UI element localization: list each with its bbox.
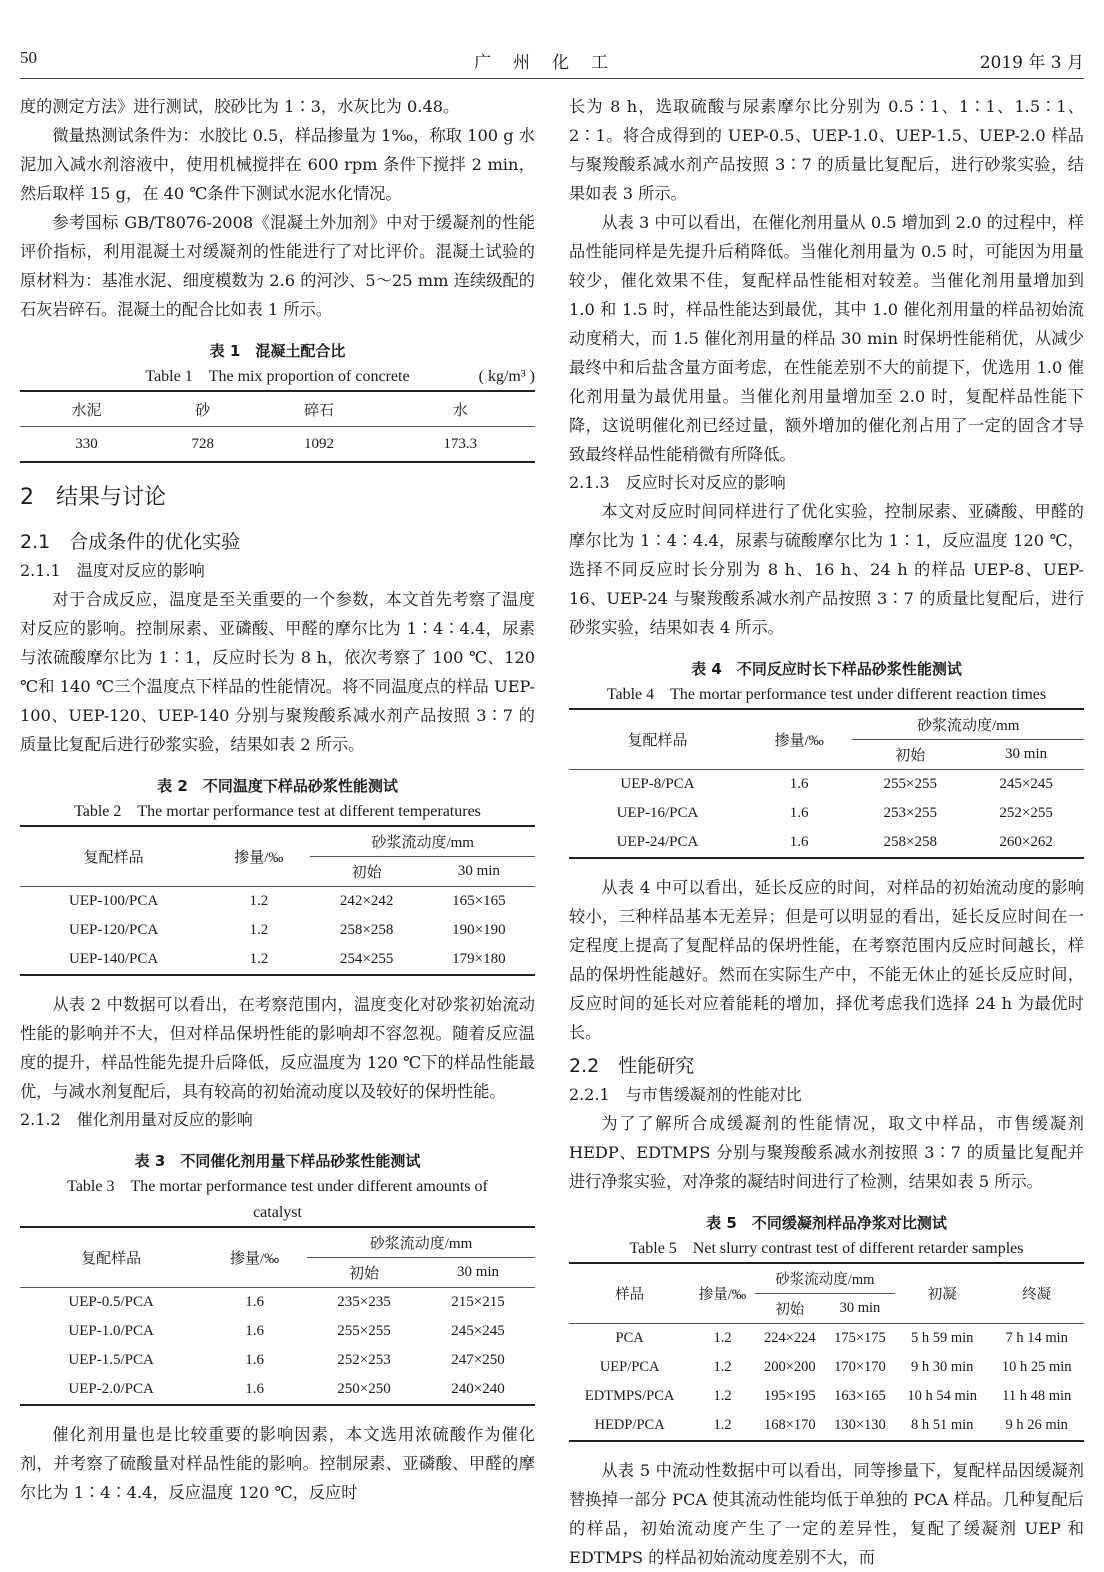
cell-initial-set: 8 h 51 min (910, 1417, 974, 1433)
cell-final-set: 10 h 25 min (1001, 1359, 1072, 1375)
cell-initial: 195×195 (763, 1388, 816, 1404)
cell-sample: HEDP/PCA (594, 1417, 665, 1433)
section-heading: 2 结果与讨论 (20, 485, 166, 510)
cell-sample: EDTMPS/PCA (584, 1388, 675, 1404)
mix-proportion-table (20, 390, 535, 463)
paragraph: 本文对反应时间同样进行了优化实验，控制尿素、亚磷酸、甲醛的摩尔比为 1∶4∶4.4，尿素与硫酸摩尔比为 1∶1，反应温度 120 ℃，选择不同反应时长分别为 8 h、16 h、24 h 的样品 UEP-8、UEP-16、UEP-24 与聚羧酸系减水剂产品按照 3∶7 的质量比复配后，进行砂浆实验，结果如表 4 所示。 (569, 502, 1084, 637)
column-header: 砂 (153, 391, 253, 427)
cell-min30: 240×240 (451, 1381, 505, 1397)
cell-initial: 224×224 (763, 1330, 816, 1346)
table-caption-cn: 表 5 不同缓凝剂样品净浆对比测试 (706, 1214, 947, 1232)
column-header: 30 min (825, 1294, 895, 1324)
right-column (569, 92, 1084, 1572)
table-caption-en: Table 2 The mortar performance test at different temperatures (74, 803, 481, 820)
cell-dosage: 1.2 (249, 922, 269, 938)
table-row (569, 799, 1084, 828)
column-header: 30 min (968, 740, 1084, 770)
cell: 728 (191, 435, 214, 452)
cell-sample: UEP-24/PCA (616, 834, 699, 850)
cell-dosage: 1.2 (713, 1417, 732, 1433)
table-caption-cn: 表 2 不同温度下样品砂浆性能测试 (157, 777, 398, 795)
table-1 (20, 338, 535, 463)
cell-initial: 254×255 (339, 951, 394, 967)
paragraph: 为了了解所合成缓凝剂的性能情况，取文中样品，市售缓凝剂 HEDP、EDTMPS 分别与聚羧酸系减水剂按照 3∶7 的质量比复配并进行净浆实验，对净浆的凝结时间进行了检测，结果如表 5 所示。 (569, 1114, 1084, 1191)
cell-final-set: 11 h 48 min (1002, 1388, 1072, 1404)
table-row (569, 770, 1084, 800)
table-row (569, 1324, 1084, 1354)
column-header: 掺量/‰ (690, 1263, 754, 1324)
cell-initial-set: 10 h 54 min (907, 1388, 978, 1404)
subsection-heading: 2.1 合成条件的优化实验 (20, 531, 241, 553)
table-caption-cn: 表 4 不同反应时长下样品砂浆性能测试 (691, 660, 962, 678)
cell-min30: 165×165 (452, 893, 506, 909)
cell-sample: UEP-140/PCA (69, 951, 159, 967)
column-group-header: 砂浆流动度/mm (307, 1227, 535, 1258)
table-row (569, 1353, 1084, 1382)
cell-dosage: 1.6 (789, 805, 809, 821)
cell-initial: 168×170 (763, 1417, 816, 1433)
table-unit: ( kg/m³ ) (478, 368, 535, 385)
column-group-header: 砂浆流动度/mm (755, 1263, 895, 1294)
cell-min30: 247×250 (451, 1352, 505, 1368)
cell-sample: UEP-0.5/PCA (68, 1294, 154, 1310)
cell-sample: UEP-1.0/PCA (68, 1323, 154, 1339)
cell-sample: UEP-16/PCA (616, 805, 699, 821)
column-header: 初始 (755, 1294, 825, 1324)
cell-dosage: 1.2 (249, 893, 269, 909)
subsubsection-heading: 2.2.1 与市售缓凝剂的性能对比 (569, 1085, 802, 1104)
table-row (20, 1346, 535, 1375)
cell-sample: UEP-100/PCA (69, 893, 159, 909)
paragraph: 催化剂用量也是比较重要的影响因素，本文选用浓硫酸作为催化剂，并考察了硫酸量对样品性能的影响。控制尿素、亚磷酸、甲醛的摩尔比为 1∶4∶4.4，反应温度 120 ℃，反应时 (20, 1425, 535, 1502)
cell-dosage: 1.6 (245, 1381, 264, 1397)
cell-dosage: 1.6 (245, 1294, 264, 1310)
cell: 330 (75, 435, 98, 452)
column-header: 复配样品 (20, 1227, 202, 1288)
page-number: 50 (20, 48, 37, 67)
cell-min30: 179×180 (452, 951, 506, 967)
cell-dosage: 1.6 (245, 1323, 264, 1339)
column-header: 初始 (310, 857, 422, 887)
column-header: 初始 (852, 740, 968, 770)
cell-dosage: 1.6 (789, 834, 809, 850)
paragraph: 长为 8 h，选取硫酸与尿素摩尔比分别为 0.5∶1、1∶1、1.5∶1、2∶1。将合成得到的 UEP-0.5、UEP-1.0、UEP-1.5、UEP-2.0 样品与聚羧酸系减水剂产品按照 3∶7 的质量比复配后，进行砂浆实验，结果如表 3 所示。 (569, 97, 1084, 203)
cell-initial: 200×200 (763, 1359, 816, 1375)
column-header: 碎石 (253, 391, 386, 427)
table-caption-en (20, 364, 535, 390)
column-header: 30 min (421, 1258, 535, 1288)
catalyst-table (20, 1226, 535, 1406)
cell-dosage: 1.2 (249, 951, 269, 967)
cell-initial: 252×253 (337, 1352, 391, 1368)
cell-dosage: 1.6 (245, 1352, 264, 1368)
subsubsection-heading: 2.1.3 反应时长对反应的影响 (569, 473, 786, 492)
subsubsection-heading: 2.1.1 温度对反应的影响 (20, 561, 205, 580)
column-header: 水泥 (20, 391, 153, 427)
subsection-heading: 2.2 性能研究 (569, 1055, 695, 1077)
table-row (20, 427, 535, 463)
temperature-table (20, 825, 535, 976)
table-caption-cn: 表 1 混凝土配合比 (209, 342, 346, 360)
cell-initial: 250×250 (337, 1381, 391, 1397)
table-caption-en: Table 5 Net slurry contrast test of different retarder samples (629, 1240, 1024, 1257)
cell-sample: PCA (615, 1330, 644, 1346)
cell-min30: 163×165 (834, 1388, 886, 1404)
issue-date: 2019 年 3 月 (979, 53, 1084, 73)
caption-en-text: Table 1 The mix proportion of concrete (145, 368, 410, 385)
column-group-header: 砂浆流动度/mm (310, 826, 535, 857)
column-header: 掺量/‰ (746, 709, 852, 770)
cell-min30: 245×245 (451, 1323, 505, 1339)
table-row (569, 1382, 1084, 1411)
reaction-time-table (569, 708, 1084, 859)
cell-min30: 175×175 (834, 1330, 886, 1346)
paragraph: 从表 2 中数据可以看出，在考察范围内，温度变化对砂浆初始流动性能的影响并不大，但对样品保坍性能的影响却不容忽视。随着反应温度的提升，样品性能先提升后降低，反应温度为 120 ℃下的样品性能最优，与减水剂复配后，具有较高的初始流动度以及较好的保坍性能。 (20, 995, 535, 1101)
table-row (569, 828, 1084, 858)
cell-initial: 258×258 (339, 922, 394, 938)
column-header: 掺量/‰ (202, 1227, 307, 1288)
table-row (20, 887, 535, 917)
cell: 1092 (304, 435, 335, 452)
column-group-header: 砂浆流动度/mm (852, 709, 1084, 740)
column-header: 30 min (423, 857, 535, 887)
column-header: 复配样品 (569, 709, 746, 770)
cell: 173.3 (443, 435, 478, 452)
cell-initial: 235×235 (337, 1294, 391, 1310)
paragraph: 微量热测试条件为：水胶比 0.5，样品掺量为 1‰，称取 100 g 水泥加入减水剂溶液中，使用机械搅拌在 600 rpm 条件下搅拌 2 min，然后取样 15 g，在 40 ℃条件下测试水泥水化情况。 (20, 126, 535, 203)
table-row (20, 1288, 535, 1318)
paragraph: 从表 4 中可以看出，延长反应的时间，对样品的初始流动度的影响较小，三种样品基本无差异；但是可以明显的看出，延长反应时间在一定程度上提高了复配样品的保坍性能，在考察范围内反应时间越长，样品的保坍性能越好。然而在实际生产中，不能无休止的延长反应时间，反应时间的延长对应着能耗的增加，择优考虑我们选择 24 h 为最优时长。 (569, 878, 1084, 1042)
cell-min30: 190×190 (452, 922, 506, 938)
cell-final-set: 9 h 26 min (1005, 1417, 1068, 1433)
column-header: 水 (385, 391, 535, 427)
table-4 (569, 656, 1084, 859)
cell-dosage: 1.2 (713, 1388, 732, 1404)
cell-min30: 130×130 (834, 1417, 886, 1433)
cell-initial: 255×255 (883, 776, 938, 792)
table-caption-en: Table 4 The mortar performance test under different reaction times (606, 686, 1047, 703)
page-header (20, 48, 1084, 79)
cell-initial-set: 5 h 59 min (910, 1330, 974, 1346)
cell-min30: 252×255 (999, 805, 1053, 821)
paragraph: 从表 5 中流动性数据中可以看出，同等掺量下，复配样品因缓凝剂替换掉一部分 PCA 使其流动性能均低于单独的 PCA 样品。几种复配后的样品，初始流动度产生了一定的差异性，复配了缓凝剂 UEP 和 EDTMPS 的样品初始流动度差别不大，而 (569, 1461, 1084, 1567)
subsubsection-heading: 2.1.2 催化剂用量对反应的影响 (20, 1110, 253, 1129)
paragraph: 度的测定方法》进行测试，胶砂比为 1∶3，水灰比为 0.48。 (20, 97, 460, 116)
cell-min30: 260×262 (999, 834, 1053, 850)
cell-sample: UEP-120/PCA (69, 922, 159, 938)
cell-initial: 258×258 (883, 834, 938, 850)
column-header: 掺量/‰ (207, 826, 310, 887)
cell-sample: UEP/PCA (599, 1359, 660, 1375)
cell-initial: 253×255 (883, 805, 938, 821)
table-caption-en: Table 3 The mortar performance test under different amounts of catalyst (67, 1178, 488, 1221)
column-header: 初始 (307, 1258, 421, 1288)
table-row (20, 1375, 535, 1405)
table-2 (20, 773, 535, 976)
cell-dosage: 1.6 (789, 776, 809, 792)
cell-dosage: 1.2 (713, 1359, 732, 1375)
cell-min30: 170×170 (834, 1359, 886, 1375)
left-column (20, 92, 535, 1507)
table-row (20, 916, 535, 945)
retarder-comparison-table (569, 1262, 1084, 1442)
column-header: 终凝 (989, 1263, 1084, 1324)
column-header: 样品 (569, 1263, 690, 1324)
cell-initial: 255×255 (337, 1323, 391, 1339)
table-caption-cn: 表 3 不同催化剂用量下样品砂浆性能测试 (134, 1152, 421, 1170)
cell-sample: UEP-1.5/PCA (68, 1352, 154, 1368)
cell-dosage: 1.2 (713, 1330, 732, 1346)
column-header: 初凝 (895, 1263, 990, 1324)
cell-sample: UEP-2.0/PCA (68, 1381, 154, 1397)
cell-final-set: 7 h 14 min (1005, 1330, 1068, 1346)
cell-initial: 242×242 (339, 893, 394, 909)
cell-min30: 215×215 (451, 1294, 505, 1310)
table-5 (569, 1210, 1084, 1442)
table-row (569, 1411, 1084, 1441)
table-row (20, 945, 535, 975)
cell-initial-set: 9 h 30 min (910, 1359, 974, 1375)
paragraph: 对于合成反应，温度是至关重要的一个参数，本文首先考察了温度对反应的影响。控制尿素、亚磷酸、甲醛的摩尔比为 1∶4∶4.4，尿素与浓硫酸摩尔比为 1∶1，反应时长为 8 h，依次考察了 100 ℃、120 ℃和 140 ℃三个温度点下样品的性能情况。将不同温度点的样品 UEP-100、UEP-120、UEP-140 分别与聚羧酸系减水剂产品按照 3∶7 的质量比复配后进行砂浆实验，结果如表 2 所示。 (20, 590, 535, 754)
cell-min30: 245×245 (999, 776, 1053, 792)
column-header: 复配样品 (20, 826, 207, 887)
journal-name: 广州化工 (474, 53, 630, 73)
table-3 (20, 1148, 535, 1406)
paragraph: 参考国标 GB/T8076-2008《混凝土外加剂》中对于缓凝剂的性能评价指标，利用混凝土对缓凝剂的性能进行了对比评价。混凝土试验的原材料为：基准水泥、细度模数为 2.6 的河沙、5～25 mm 连续级配的石灰岩碎石。混凝土的配合比如表 1 所示。 (20, 213, 535, 319)
paragraph: 从表 3 中可以看出，在催化剂用量从 0.5 增加到 2.0 的过程中，样品性能同样是先提升后稍降低。当催化剂用量为 0.5 时，可能因为用量较少，催化效果不佳，复配样品性能相对较差。当催化剂用量增加到 1.0 和 1.5 时，样品性能达到最优，其中 1.0 催化剂用量的样品初始流动度稍大，而 1.5 催化剂用量的样品 30 min 时保坍性能稍优，从减少最终中和后盐含量方面考虑，在性能差别不大的前提下，优选用 1.0 催化剂用量为最优用量。当催化剂用量增加至 2.0 时，复配样品性能下降，这说明催化剂已经过量，额外增加的催化剂占用了一定的固含才导致最终样品性能稍微有所降低。 (569, 213, 1084, 464)
table-row (20, 1317, 535, 1346)
cell-sample: UEP-8/PCA (620, 776, 695, 792)
